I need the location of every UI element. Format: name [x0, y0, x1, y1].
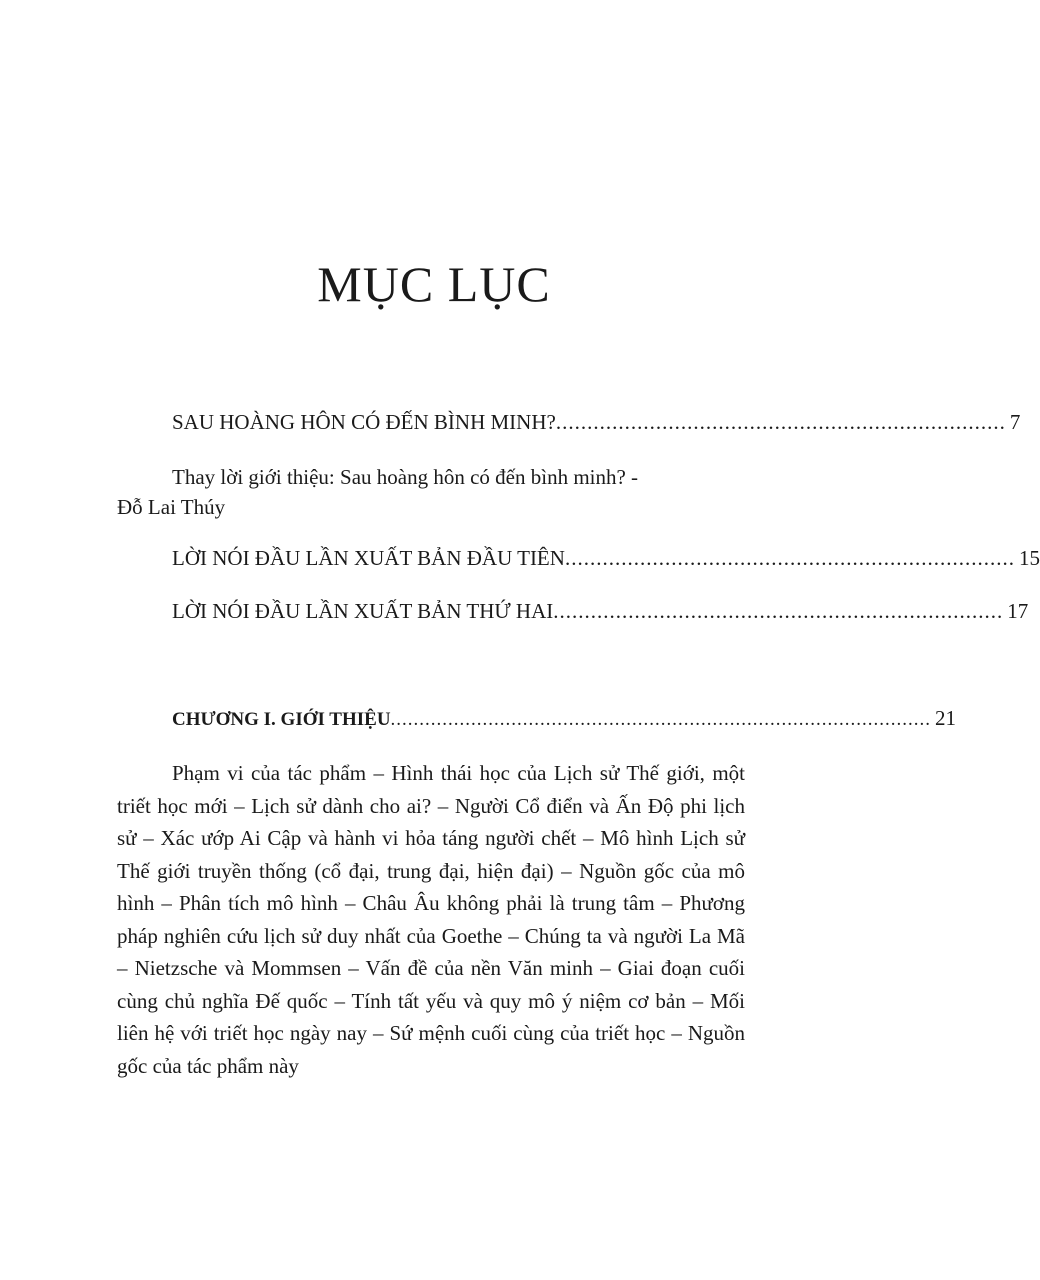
- toc-entry-page: 7: [1009, 410, 1021, 434]
- page-title: MỤC LỤC: [317, 256, 551, 312]
- dot-leader: ........................................................................: [564, 546, 1015, 570]
- toc-entry-1: [172, 407, 1021, 437]
- toc-entry-page: 17: [1007, 599, 1029, 623]
- toc-entry-2: [172, 543, 1040, 573]
- toc-intro-note: [117, 462, 717, 522]
- toc-entry-3: [172, 596, 1029, 626]
- dot-leader: ........................................................................: [553, 599, 1004, 623]
- intro-line-1: Thay lời giới thiệu: Sau hoàng hôn có đến bình minh? -: [172, 465, 639, 489]
- toc-entry-page: 15: [1018, 546, 1040, 570]
- dot-leader: ..............................................................................................: [390, 709, 932, 730]
- toc-entry-label: LỜI NÓI ĐẦU LẦN XUẤT BẢN ĐẦU TIÊN: [172, 546, 565, 570]
- toc-entry-label: LỜI NÓI ĐẦU LẦN XUẤT BẢN THỨ HAI: [172, 599, 554, 623]
- chapter-1-heading: [172, 703, 957, 735]
- toc-entry-label: SAU HOÀNG HÔN CÓ ĐẾN BÌNH MINH?: [172, 410, 556, 434]
- chapter-page: 21: [935, 706, 957, 730]
- dot-leader: ........................................................................: [555, 410, 1006, 434]
- intro-line-2: Đỗ Lai Thúy: [117, 495, 226, 519]
- chapter-label: CHƯƠNG I. GIỚI THIỆU: [172, 709, 391, 730]
- chapter-1-summary: Phạm vi của tác phẩm – Hình thái học của Lịch sử Thế giới, một triết học mới – Lịch sử dành cho ai? – Người Cổ điển và Ấn Độ phi lịch sử – Xác ướp Ai Cập và hành vi hỏa táng người chết – Mô hình Lịch sử Thế giới truyền thống (cổ đại, trung đại, hiện đại) – Nguồn gốc của mô hình – Phân tích mô hình – Châu Âu không phải là trung tâm – Phương pháp nghiên cứu lịch sử duy nhất của Goethe – Chúng ta và người La Mã – Nietzsche và Mommsen – Vấn đề của nền Văn minh – Giai đoạn cuối cùng chủ nghĩa Đế quốc – Tính tất yếu và quy mô ý niệm cơ bản – Mối liên hệ với triết học ngày nay – Sứ mệnh cuối cùng của triết học – Nguồn gốc của tác phẩm này: [117, 761, 745, 1078]
